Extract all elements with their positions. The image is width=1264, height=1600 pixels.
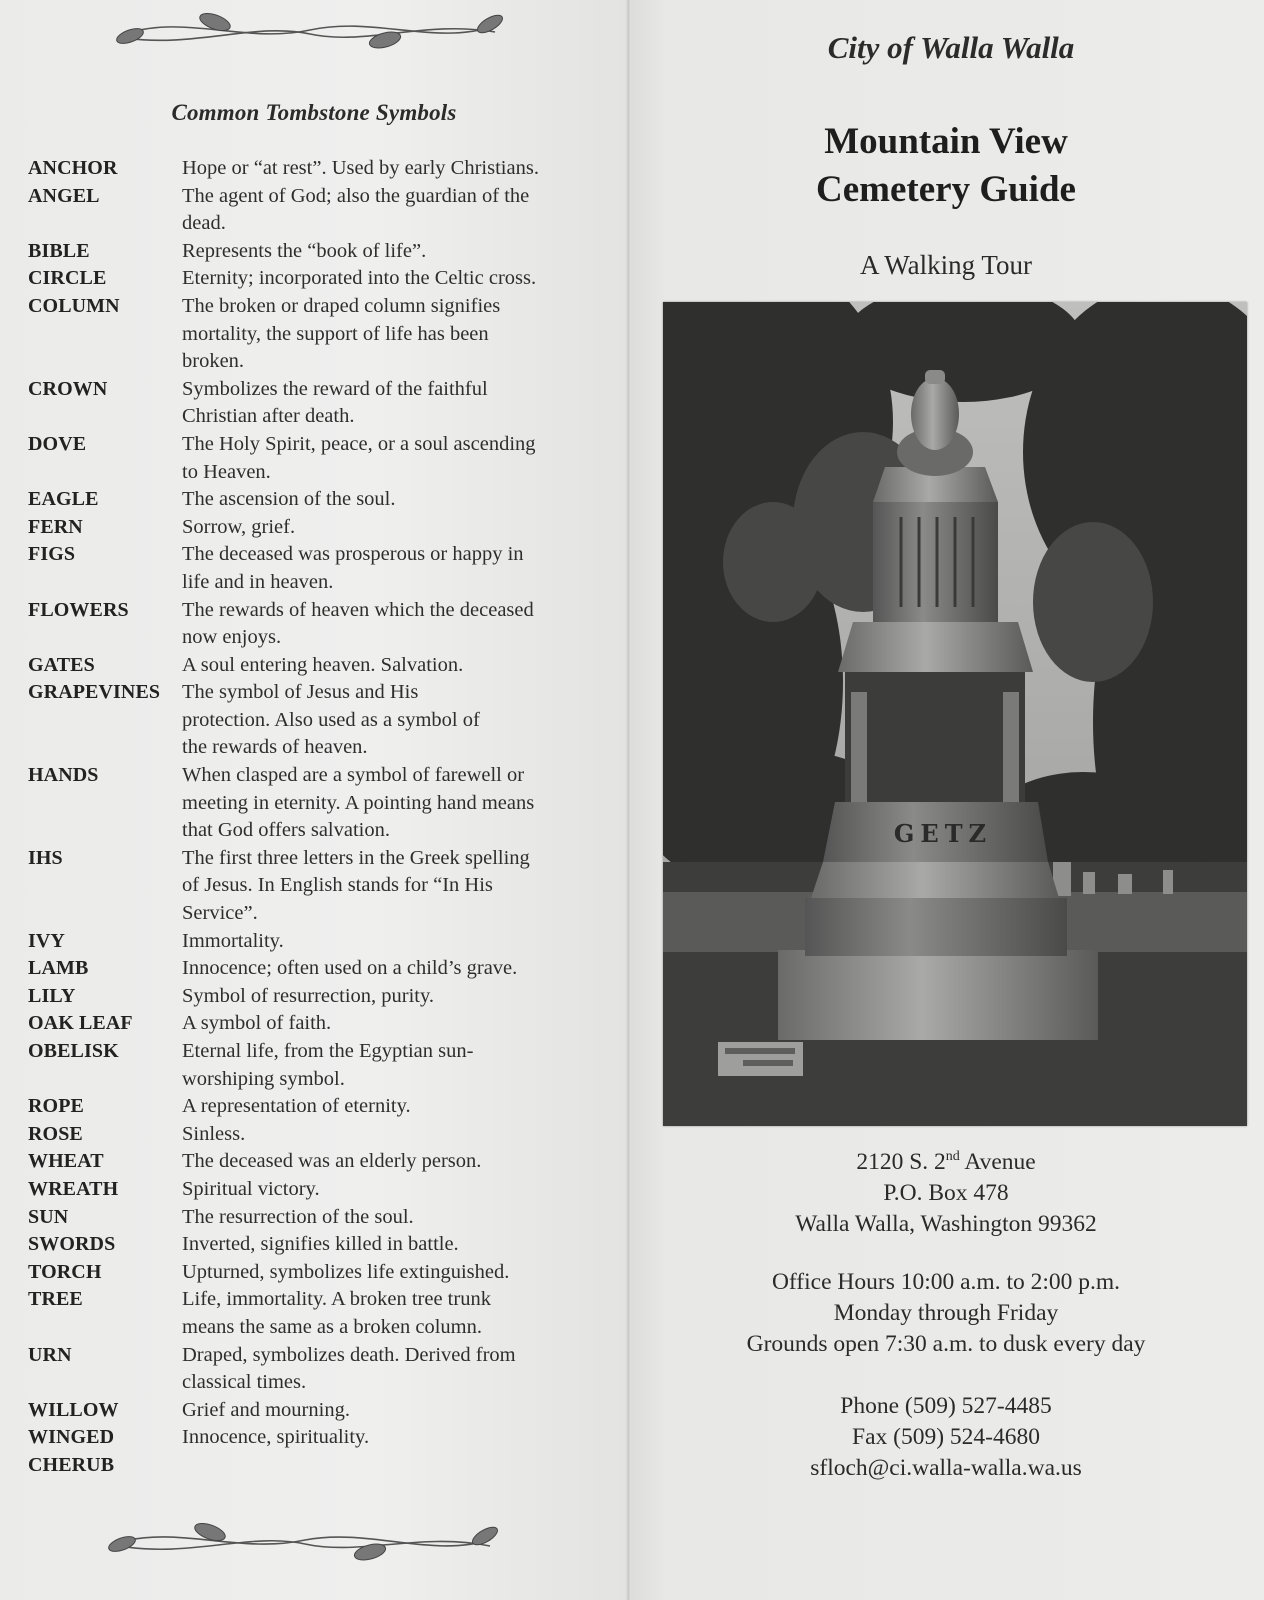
definition-line: Symbolizes the reward of the faithful	[182, 377, 488, 400]
guide-title	[628, 118, 1264, 214]
symbol-term: ROPE	[28, 1095, 84, 1118]
symbol-row	[28, 183, 608, 238]
symbol-term: HANDS	[28, 764, 99, 787]
symbol-term: LAMB	[28, 957, 89, 980]
symbol-list	[28, 155, 608, 1480]
symbol-row	[28, 155, 608, 183]
symbol-term: DOVE	[28, 432, 87, 455]
definition-line: Spiritual victory.	[182, 1177, 320, 1200]
po-box: P.O. Box 478	[883, 1180, 1009, 1206]
symbol-row	[28, 1176, 608, 1204]
symbol-definition	[182, 845, 592, 928]
address-block	[628, 1147, 1264, 1240]
symbol-term: GRAPEVINES	[28, 681, 161, 704]
decorative-flourish-bottom	[100, 1518, 510, 1568]
definition-line: meeting in eternity. A pointing hand means	[182, 791, 535, 814]
symbol-term: SWORDS	[28, 1233, 116, 1256]
symbol-row	[28, 983, 608, 1011]
definition-line: The deceased was prosperous or happy in	[182, 543, 524, 566]
definition-line: broken.	[182, 350, 245, 373]
symbol-definition	[182, 1259, 592, 1287]
symbol-definition	[182, 293, 592, 376]
symbol-row	[28, 1424, 608, 1452]
symbol-term: OAK LEAF	[28, 1012, 133, 1035]
symbol-definition	[182, 431, 592, 486]
symbol-definition	[182, 486, 592, 514]
symbol-term: SUN	[28, 1205, 69, 1228]
symbol-row	[28, 679, 608, 762]
hours-block	[628, 1267, 1264, 1360]
phone-number: Phone (509) 527-4485	[840, 1393, 1052, 1419]
symbol-row	[28, 238, 608, 266]
symbol-row	[28, 1286, 608, 1341]
symbol-definition	[182, 597, 592, 652]
definition-line: Eternal life, from the Egyptian sun-	[182, 1040, 474, 1062]
definition-line: A symbol of faith.	[182, 1012, 332, 1035]
guide-subtitle: A Walking Tour	[860, 250, 1032, 280]
definition-line: dead.	[182, 212, 226, 235]
fold-line	[626, 0, 630, 1600]
symbol-term: FERN	[28, 515, 83, 538]
symbol-row	[28, 1452, 608, 1480]
definition-line: Sorrow, grief.	[182, 515, 296, 538]
symbol-term: ANCHOR	[28, 157, 118, 179]
definition-line: classical times.	[182, 1371, 307, 1394]
definition-line: Symbol of resurrection, purity.	[182, 984, 435, 1007]
symbol-row	[28, 1148, 608, 1176]
symbol-definition	[182, 1452, 592, 1480]
definition-line: the rewards of heaven.	[182, 736, 368, 759]
symbol-definition	[182, 1204, 592, 1232]
definition-line: Life, immortality. A broken tree trunk	[182, 1288, 491, 1311]
grounds-hours: Grounds open 7:30 a.m. to dusk every day	[746, 1331, 1146, 1357]
symbol-term: OBELISK	[28, 1040, 119, 1062]
symbol-definition	[182, 1038, 592, 1093]
symbol-definition	[182, 1397, 592, 1425]
symbol-row	[28, 376, 608, 431]
symbol-term: COLUMN	[28, 294, 120, 317]
symbol-term: IHS	[28, 846, 63, 869]
definition-line: The symbol of Jesus and His	[182, 681, 419, 704]
city-title: City of Walla Walla	[827, 30, 1075, 65]
symbol-row	[28, 486, 608, 514]
symbol-definition	[182, 265, 592, 293]
definition-line: The first three letters in the Greek spelling	[182, 846, 530, 869]
symbol-definition	[182, 541, 592, 596]
definition-line: Eternity; incorporated into the Celtic cross.	[182, 267, 537, 290]
symbol-definition	[182, 762, 592, 845]
definition-line: Hope or “at rest”. Used by early Christians.	[182, 157, 539, 179]
symbol-definition	[182, 1286, 592, 1341]
symbol-row	[28, 762, 608, 845]
symbol-term: EAGLE	[28, 488, 99, 511]
monument-photo	[663, 302, 1247, 1126]
symbol-definition	[182, 514, 592, 542]
symbol-row	[28, 1204, 608, 1232]
symbol-definition	[182, 1121, 592, 1149]
symbol-term: FLOWERS	[28, 598, 129, 621]
symbol-row	[28, 845, 608, 928]
definition-line: of Jesus. In English stands for “In His	[182, 874, 493, 897]
symbol-term: TREE	[28, 1288, 83, 1311]
symbol-definition	[182, 155, 592, 183]
symbol-row	[28, 597, 608, 652]
definition-line: Innocence; often used on a child’s grave.	[182, 957, 518, 980]
symbol-definition	[182, 955, 592, 983]
office-hours: Office Hours 10:00 a.m. to 2:00 p.m.	[771, 1269, 1121, 1295]
symbol-row	[28, 265, 608, 293]
definition-line: The agent of God; also the guardian of the	[182, 184, 530, 207]
definition-line: Inverted, signifies killed in battle.	[182, 1233, 459, 1256]
symbol-definition	[182, 1093, 592, 1121]
symbol-term: FIGS	[28, 543, 76, 566]
symbol-definition	[182, 376, 592, 431]
symbol-definition	[182, 1176, 592, 1204]
symbol-row	[28, 1121, 608, 1149]
definition-line: protection. Also used as a symbol of	[182, 708, 480, 731]
definition-line: When clasped are a symbol of farewell or	[182, 764, 525, 787]
guide-title-line-2: Cemetery Guide	[816, 169, 1076, 210]
definition-line: The broken or draped column signifies	[182, 294, 501, 317]
symbol-row	[28, 1038, 608, 1093]
symbol-term: URN	[28, 1343, 72, 1366]
symbol-term: WILLOW	[28, 1398, 119, 1421]
definition-line: that God offers salvation.	[182, 819, 390, 842]
symbol-term: BIBLE	[28, 239, 90, 262]
symbol-row	[28, 1259, 608, 1287]
symbol-definition	[182, 928, 592, 956]
symbol-definition	[182, 1424, 592, 1452]
symbol-definition	[182, 183, 592, 238]
monument-inscription: GETZ	[893, 819, 993, 848]
email-address[interactable]: sfloch@ci.walla-walla.wa.us	[810, 1455, 1082, 1481]
symbol-definition	[182, 1148, 592, 1176]
symbol-definition	[182, 652, 592, 680]
symbol-term: WREATH	[28, 1177, 119, 1200]
contact-block	[628, 1391, 1264, 1484]
definition-line: Upturned, symbolizes life extinguished.	[182, 1260, 510, 1283]
definition-line: Immortality.	[182, 929, 284, 952]
definition-line: to Heaven.	[182, 460, 271, 483]
symbol-term: GATES	[28, 653, 95, 676]
definition-line: mortality, the support of life has been	[182, 322, 489, 345]
symbol-row	[28, 293, 608, 376]
symbol-row	[28, 541, 608, 596]
symbol-definition	[182, 1342, 592, 1397]
definition-line: Service”.	[182, 902, 258, 925]
symbol-row	[28, 1342, 608, 1397]
definition-line: life and in heaven.	[182, 570, 334, 593]
symbol-definition	[182, 1231, 592, 1259]
symbol-term: CROWN	[28, 377, 108, 400]
symbol-row	[28, 955, 608, 983]
symbol-row	[28, 431, 608, 486]
definition-line: Innocence, spirituality.	[182, 1426, 370, 1449]
symbol-row	[28, 1231, 608, 1259]
symbol-row	[28, 1010, 608, 1038]
symbol-definition	[182, 679, 592, 762]
guide-title-line-1: Mountain View	[824, 121, 1068, 162]
definition-line: Draped, symbolizes death. Derived from	[182, 1343, 516, 1366]
definition-line: now enjoys.	[182, 626, 282, 649]
symbol-row	[28, 652, 608, 680]
definition-line: The rewards of heaven which the deceased	[182, 598, 534, 621]
symbol-term: IVY	[28, 929, 65, 952]
symbol-term: ANGEL	[28, 184, 100, 207]
symbol-row	[28, 1093, 608, 1121]
office-days: Monday through Friday	[833, 1300, 1059, 1326]
left-panel	[0, 0, 628, 1600]
symbol-term: WINGED	[28, 1426, 115, 1449]
symbol-term: CIRCLE	[28, 267, 107, 290]
symbol-row	[28, 514, 608, 542]
definition-line: A soul entering heaven. Salvation.	[182, 653, 464, 676]
symbol-definition	[182, 983, 592, 1011]
definition-line: The ascension of the soul.	[182, 488, 396, 511]
symbol-term: LILY	[28, 984, 76, 1007]
definition-line: The Holy Spirit, peace, or a soul ascending	[182, 432, 536, 455]
definition-line: The resurrection of the soul.	[182, 1205, 414, 1228]
symbol-term: WHEAT	[28, 1150, 104, 1173]
city-state-zip: Walla Walla, Washington 99362	[795, 1211, 1097, 1237]
definition-line: Sinless.	[182, 1122, 246, 1145]
definition-line: The deceased was an elderly person.	[182, 1150, 482, 1173]
definition-line: worshiping symbol.	[182, 1067, 345, 1090]
symbol-term: TORCH	[28, 1260, 102, 1283]
definition-line: Christian after death.	[182, 405, 355, 428]
symbol-definition	[182, 1010, 592, 1038]
fax-number: Fax (509) 524-4680	[852, 1424, 1040, 1450]
symbol-row	[28, 928, 608, 956]
decorative-flourish-top	[105, 4, 515, 54]
symbols-heading: Common Tombstone Symbols	[171, 100, 457, 125]
symbol-definition	[182, 238, 592, 266]
definition-line: Represents the “book of life”.	[182, 239, 427, 262]
definition-line: A representation of eternity.	[182, 1095, 411, 1118]
definition-line: Grief and mourning.	[182, 1398, 350, 1421]
street-address: 2120 S. 2nd Avenue	[856, 1149, 1036, 1175]
definition-line: means the same as a broken column.	[182, 1315, 483, 1338]
symbol-term: ROSE	[28, 1122, 83, 1145]
symbol-term: CHERUB	[28, 1453, 115, 1476]
symbol-row	[28, 1397, 608, 1425]
